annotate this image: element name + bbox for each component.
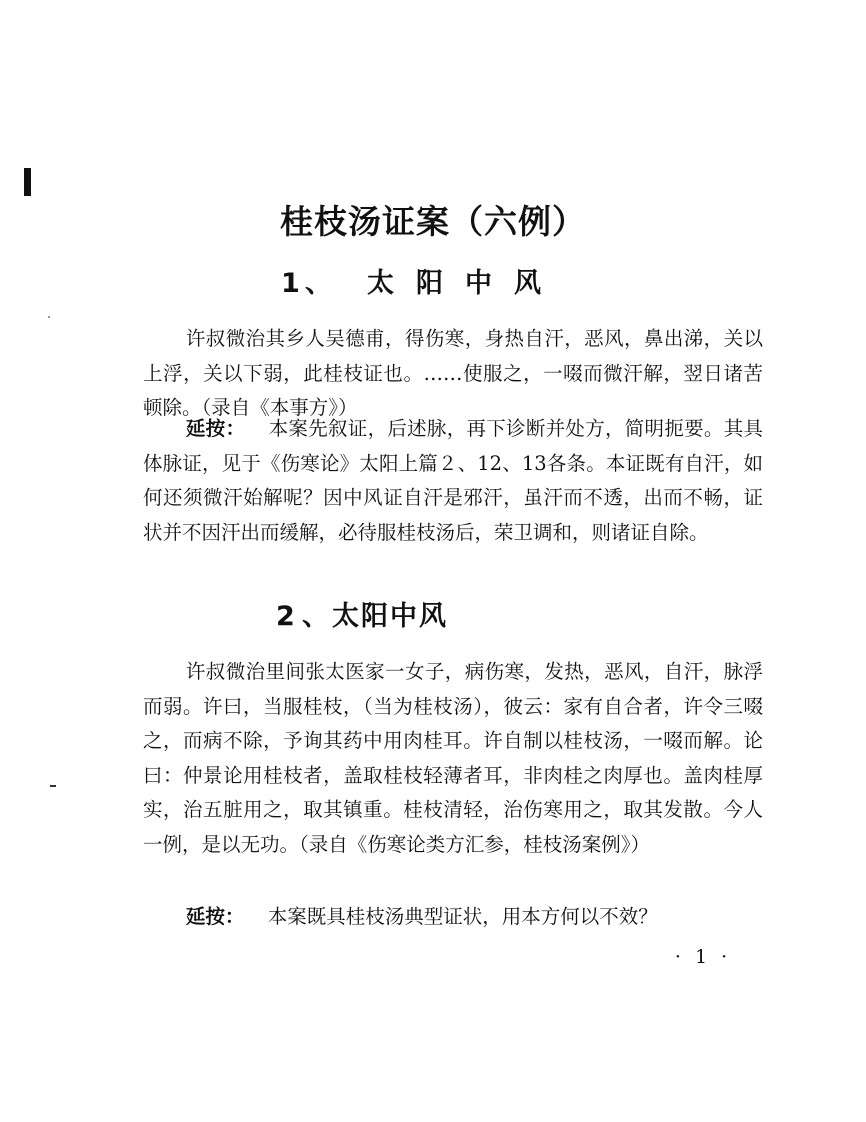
section-1-number: 1 [281, 268, 300, 299]
scan-edge-mark [24, 168, 31, 196]
page-number: · 1 · [674, 946, 732, 968]
section-1-note-text: 本案先叙证，后述脉，再下诊断并处方，简明扼要。其具体脉证，见于《伤寒论》太阳上篇２、12、13各条。本证既有自汗，如何还须微汗始解呢？因中风证自汗是邪汗，虽汗而不透，出而不畅，证状并不因汗出而缓解，必待服桂枝汤后，荣卫调和，则诸证自除。 [143, 417, 763, 544]
section-2-note-text: 本案既具桂枝汤典型证状，用本方何以不效？ [267, 905, 658, 928]
section-2-case-paragraph: 许叔微治里间张太医家一女子，病伤寒，发热，恶风，自汗，脉浮而弱。许曰，当服桂枝，（当为桂枝汤），彼云：家有自合者，许令三啜之，而病不除，予询其药中用肉桂耳。许自制以桂枝汤，一啜而解。论曰：仲景论用桂枝者，盖取桂枝轻薄者耳，非肉桂之肉厚也。盖肉桂厚实，治五脏用之，取其镇重。桂枝清轻，治伤寒用之，取其发散。今人一例，是以无功。（录自《伤寒论类方汇参，桂枝汤案例》） [143, 660, 763, 856]
section-2-heading-text: 太阳中风 [332, 601, 448, 632]
section-1-note-label: 延按： [185, 417, 246, 440]
section-2-number: 2 [276, 601, 295, 632]
scan-speck [48, 316, 50, 318]
section-1-heading-text: 太阳中风 [367, 268, 563, 299]
section-2-note-paragraph [143, 900, 763, 935]
section-2-separator: 、 [302, 601, 329, 632]
section-1-separator: 、 [305, 268, 332, 299]
section-1-note-paragraph [143, 412, 763, 550]
page-title: 桂枝汤证案（六例） [280, 202, 586, 241]
scan-speck [50, 785, 56, 787]
section-1-heading [281, 261, 563, 300]
section-1-case-paragraph: 许叔微治其乡人吴德甫，得伤寒，身热自汗，恶风，鼻出涕，关以上浮，关以下弱，此桂枝证也。……使服之，一啜而微汗解，翌日诸苦顿除。（录自《本事方》） [143, 327, 763, 419]
section-2-heading [276, 594, 448, 633]
section-2-note-label: 延按： [185, 905, 245, 928]
